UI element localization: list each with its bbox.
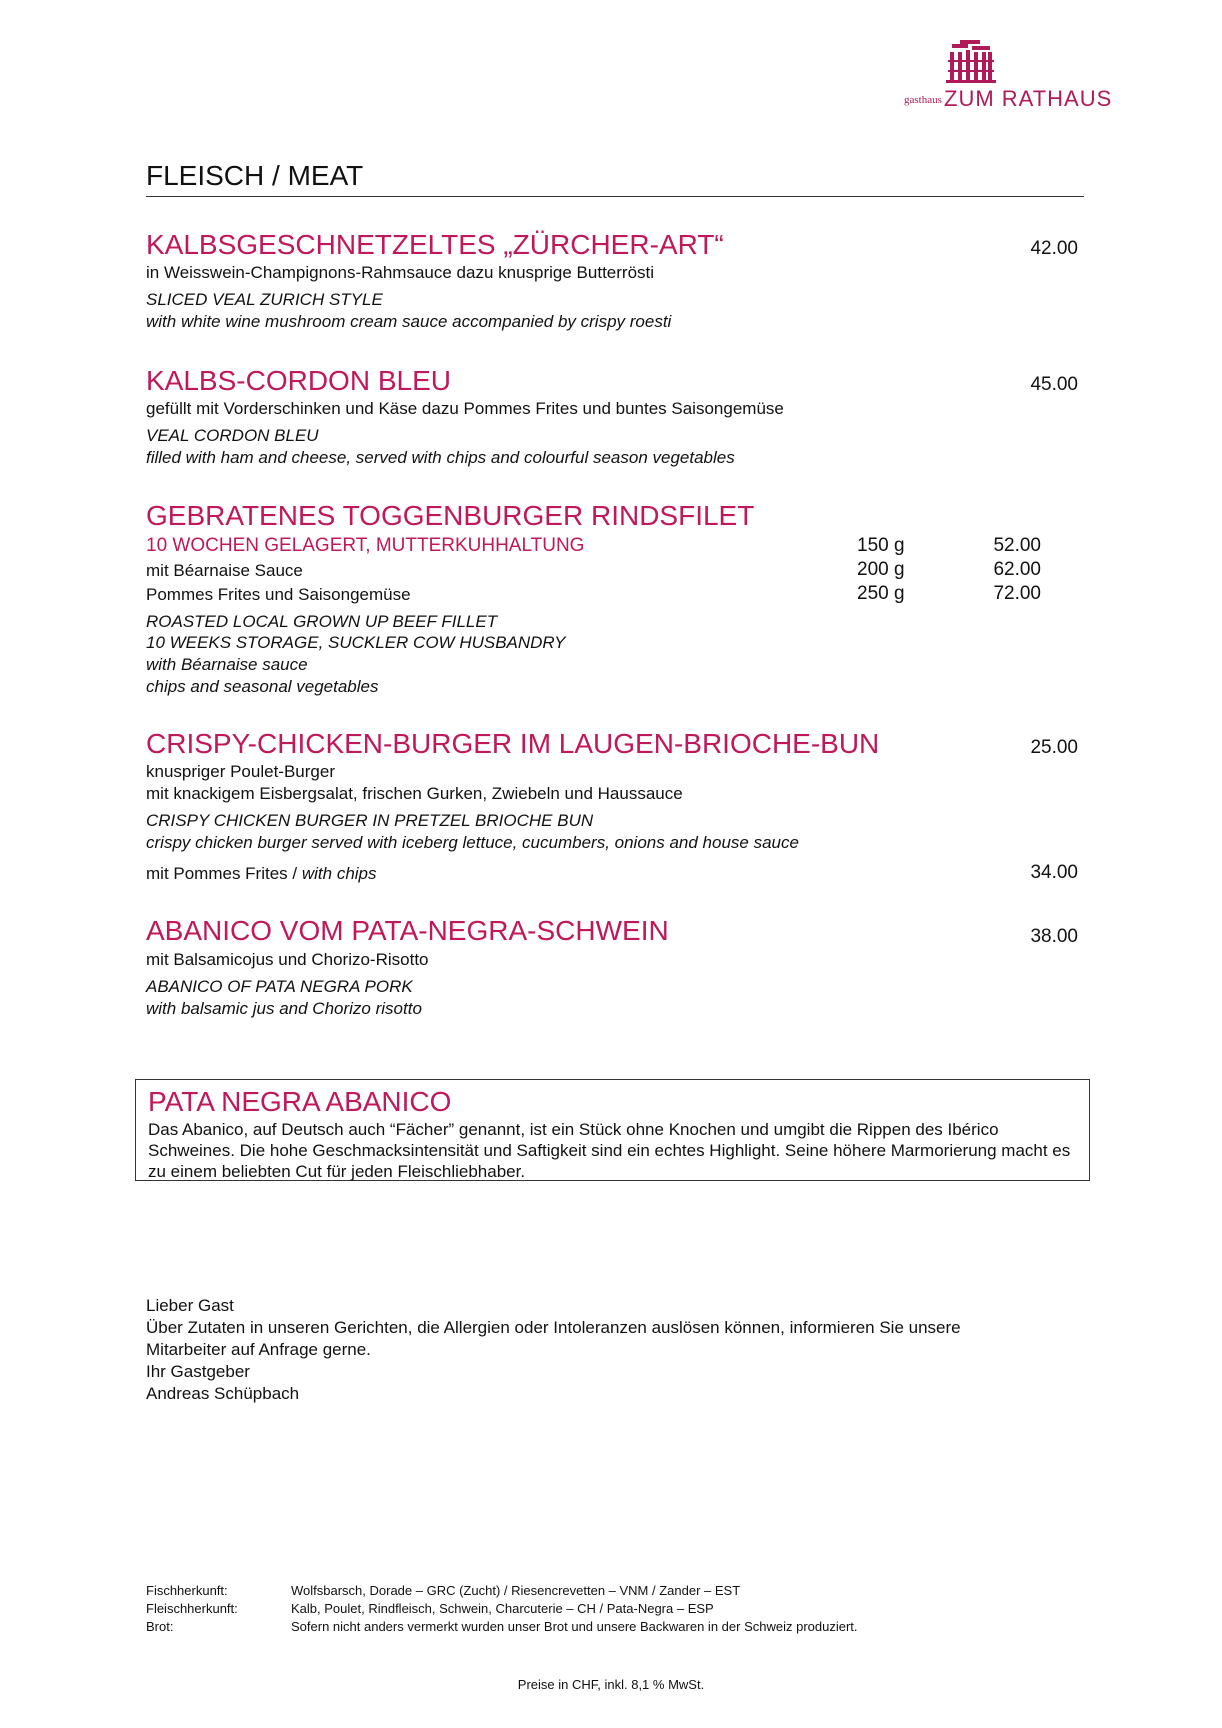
dish-title-en: CRISPY CHICKEN BURGER IN PRETZEL BRIOCHE BUN	[146, 811, 594, 830]
dish-subtitle-en: 10 WEEKS STORAGE, SUCKLER COW HUSBANDRY	[146, 633, 566, 652]
section-divider	[146, 196, 1084, 197]
dish-description-en: crispy chicken burger served with iceberg lettuce, cucumbers, onions and house sauce	[146, 833, 799, 852]
brand-small: gasthaus	[904, 94, 942, 106]
dish-description-en: with Béarnaise sauce	[146, 655, 308, 674]
dish-title-en: ABANICO OF PATA NEGRA PORK	[146, 977, 413, 996]
dish-subtitle: 10 WOCHEN GELAGERT, MUTTERKUHHALTUNG	[146, 535, 585, 556]
prices-note: Preise in CHF, inkl. 8,1 % MwSt.	[517, 1677, 705, 1692]
dish-title: GEBRATENES TOGGENBURGER RINDSFILET	[146, 500, 755, 531]
dish-title-en: ROASTED LOCAL GROWN UP BEEF FILLET	[146, 612, 498, 631]
footer-label: Fleischherkunft:	[146, 1601, 238, 1616]
dish-price: 25.00	[1030, 737, 1078, 758]
portion-price: 52.00	[993, 535, 1041, 556]
dish-title-en: SLICED VEAL ZURICH STYLE	[146, 290, 383, 309]
town-hall-icon	[946, 38, 996, 84]
info-box-title: PATA NEGRA ABANICO	[148, 1086, 452, 1117]
dish-title-en: VEAL CORDON BLEU	[146, 426, 319, 445]
dish-description-en: with white wine mushroom cream sauce accompanied by crispy roesti	[146, 312, 672, 331]
dish-extra-price: 34.00	[1030, 862, 1078, 883]
dish-extra	[146, 864, 377, 884]
dish-description-de: mit knackigem Eisbergsalat, frischen Gurken, Zwiebeln und Haussauce	[146, 784, 683, 803]
dish-price: 42.00	[1030, 238, 1078, 259]
dish-description-de: knuspriger Poulet-Burger	[146, 762, 335, 781]
portion-weight: 150 g	[857, 535, 905, 556]
dish-title: ABANICO VOM PATA-NEGRA-SCHWEIN	[146, 915, 669, 946]
dish-description-de: mit Balsamicojus und Chorizo-Risotto	[146, 950, 429, 969]
footer-value: Kalb, Poulet, Rindfleisch, Schwein, Charcuterie – CH / Pata-Negra – ESP	[291, 1601, 714, 1616]
footer-label: Fischherkunft:	[146, 1583, 228, 1598]
dish-description-en: chips and seasonal vegetables	[146, 677, 379, 696]
brand-logo	[904, 38, 1113, 118]
dish-extra-de: mit Pommes Frites /	[146, 864, 302, 883]
dish-description-en: filled with ham and cheese, served with chips and colourful season vegetables	[146, 448, 735, 467]
brand-name: ZUM RATHAUS	[944, 86, 1113, 111]
portion-weight: 200 g	[857, 559, 905, 580]
info-box-text: Das Abanico, auf Deutsch auch “Fächer” genannt, ist ein Stück ohne Knochen und umgibt die Rippen des Ibérico Schweines. Die hohe Geschmacksintensität und Saftigkeit sind ein echtes Highlight. Seine höhere Marmorierung macht es zu einem beliebten Cut für jeden Fleischliebhaber.	[148, 1120, 1071, 1181]
dish-description-en: with balsamic jus and Chorizo risotto	[146, 999, 422, 1018]
dish-description-de: Pommes Frites und Saisongemüse	[146, 585, 411, 604]
dish-description-de: mit Béarnaise Sauce	[146, 561, 303, 580]
dish-title: CRISPY-CHICKEN-BURGER IM LAUGEN-BRIOCHE-BUN	[146, 728, 880, 759]
note-line: Mitarbeiter auf Anfrage gerne.	[146, 1340, 371, 1359]
footer-value: Sofern nicht anders vermerkt wurden unser Brot und unsere Backwaren in der Schweiz produziert.	[291, 1619, 858, 1634]
dish-extra-en: with chips	[301, 864, 377, 883]
dish-price: 45.00	[1030, 374, 1078, 395]
section-title: FLEISCH / MEAT	[146, 160, 364, 191]
note-greeting: Lieber Gast	[146, 1296, 234, 1315]
dish-price: 38.00	[1030, 926, 1078, 947]
dish-title: KALBSGESCHNETZELTES „ZÜRCHER-ART“	[146, 229, 724, 260]
footer-value: Wolfsbarsch, Dorade – GRC (Zucht) / Riesencrevetten – VNM / Zander – EST	[291, 1583, 741, 1598]
portion-weight: 250 g	[857, 583, 905, 604]
dish-title: KALBS-CORDON BLEU	[146, 365, 451, 396]
dish-description-de: gefüllt mit Vorderschinken und Käse dazu Pommes Frites und buntes Saisongemüse	[146, 399, 784, 418]
note-signature: Ihr Gastgeber	[146, 1362, 250, 1381]
dish-description-de: in Weisswein-Champignons-Rahmsauce dazu knusprige Butterrösti	[146, 263, 655, 282]
portion-price: 72.00	[993, 583, 1041, 604]
note-signature-name: Andreas Schüpbach	[146, 1384, 300, 1403]
portion-price: 62.00	[993, 559, 1041, 580]
note-line: Über Zutaten in unseren Gerichten, die Allergien oder Intoleranzen auslösen können, informieren Sie unsere	[146, 1318, 961, 1337]
info-box	[135, 1079, 1090, 1181]
footer-label: Brot:	[146, 1619, 174, 1634]
